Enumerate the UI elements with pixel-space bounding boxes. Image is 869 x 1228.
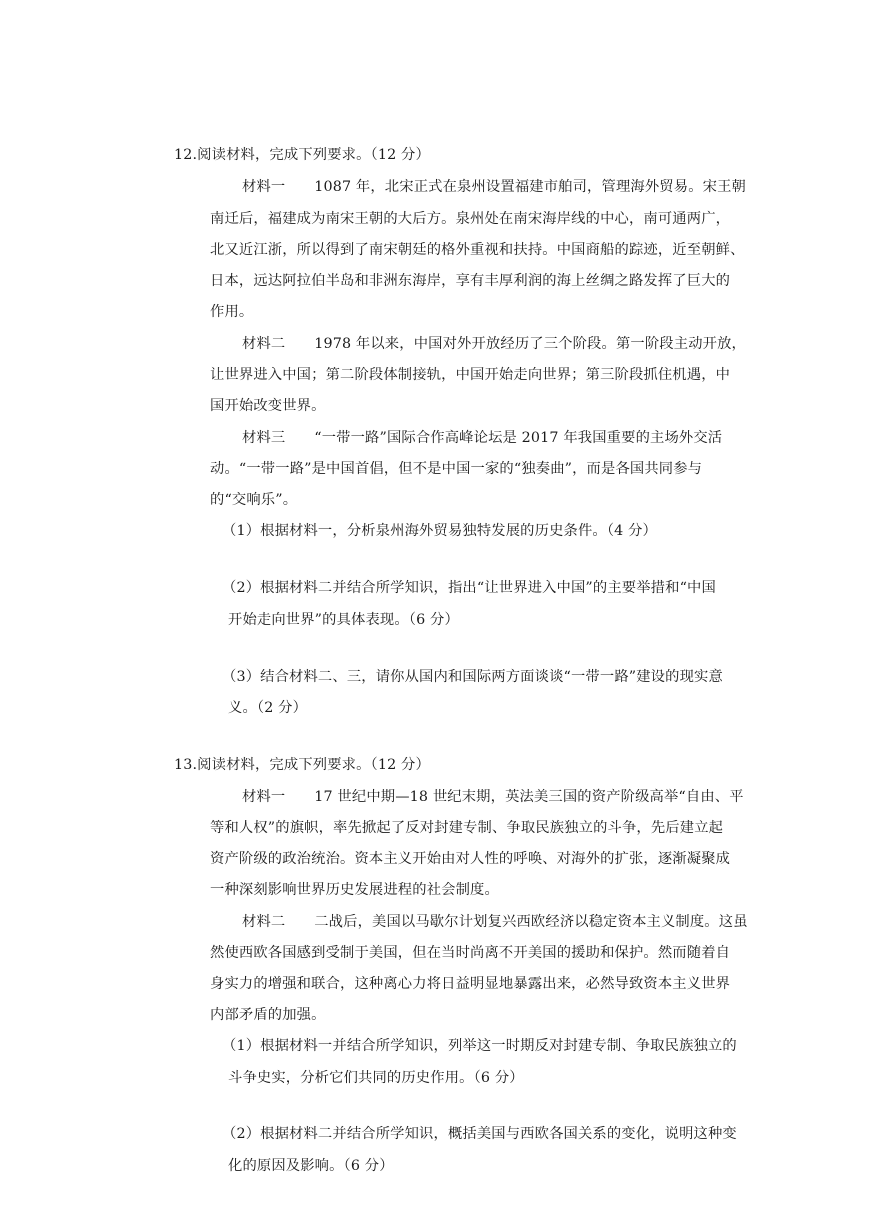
paragraph-line: 的“交响乐”。 bbox=[210, 492, 298, 508]
paragraph-line: 身实力的增强和联合，这种离心力将日益明显地暴露出来，必然导致资本主义世界 bbox=[210, 976, 731, 992]
paragraph-line: 国开始改变世界。 bbox=[210, 398, 326, 414]
paragraph-line: 让世界进入中国；第二阶段体制接轨，中国开始走向世界；第三阶段抓住机遇，中 bbox=[210, 367, 731, 383]
paragraph-line: 然使西欧各国感到受制于美国，但在当时尚离不开美国的援助和保护。然而随着自 bbox=[210, 945, 731, 961]
subquestion-line: （2）根据材料二并结合所学知识，指出“让世界进入中国”的主要举措和“中国 bbox=[222, 580, 716, 596]
paragraph-line: 北又近江浙，所以得到了南宋朝廷的格外重视和扶持。中国商船的踪迹，近至朝鲜、 bbox=[210, 242, 745, 258]
subquestion-line: 化的原因及影响。（6 分） bbox=[228, 1158, 394, 1174]
paragraph-line: 材料一 1087 年，北宋正式在泉州设置福建市舶司，管理海外贸易。宋王朝 bbox=[242, 179, 746, 195]
paragraph-line: 日本，远达阿拉伯半岛和非洲东海岸，享有丰厚利润的海上丝绸之路发挥了巨大的 bbox=[210, 273, 731, 289]
subquestion-line: 开始走向世界”的具体表现。（6 分） bbox=[228, 612, 459, 628]
paragraph-line: 资产阶级的政治统治。资本主义开始由对人性的呼唤、对海外的扩张，逐渐凝聚成 bbox=[210, 851, 731, 867]
paragraph-line: 一种深刻影响世界历史发展进程的社会制度。 bbox=[210, 882, 499, 898]
paragraph-line: 材料一 17 世纪中期—18 世纪末期，英法美三国的资产阶级高举“自由、平 bbox=[242, 789, 744, 805]
question-13-header: 13.阅读材料，完成下列要求。（12 分） bbox=[174, 757, 430, 773]
subquestion-line: （2）根据材料二并结合所学知识，概括美国与西欧各国关系的变化，说明这种变 bbox=[222, 1126, 737, 1142]
subquestion-line: （1）根据材料一，分析泉州海外贸易独特发展的历史条件。（4 分） bbox=[222, 523, 657, 539]
subquestion-line: 斗争史实，分析它们共同的历史作用。（6 分） bbox=[228, 1070, 524, 1086]
subquestion-line: （3）结合材料二、三，请你从国内和国际两方面谈谈“一带一路”建设的现实意 bbox=[222, 669, 723, 685]
paragraph-line: 材料二 1978 年以来，中国对外开放经历了三个阶段。第一阶段主动开放， bbox=[242, 336, 746, 352]
paragraph-line: 材料二 二战后，美国以马歇尔计划复兴西欧经济以稳定资本主义制度。这虽 bbox=[242, 914, 748, 930]
subquestion-line: 义。（2 分） bbox=[228, 700, 308, 716]
subquestion-line: （1）根据材料一并结合所学知识，列举这一时期反对封建专制、争取民族独立的 bbox=[222, 1038, 737, 1054]
paragraph-line: 南迁后，福建成为南宋王朝的大后方。泉州处在南宋海岸线的中心，南可通两广， bbox=[210, 211, 731, 227]
paragraph-line: 动。“一带一路”是中国首倡，但不是中国一家的“独奏曲”，而是各国共同参与 bbox=[210, 461, 703, 477]
paragraph-line: 作用。 bbox=[210, 304, 254, 320]
paragraph-line: 等和人权”的旗帜，率先掀起了反对封建专制、争取民族独立的斗争，先后建立起 bbox=[210, 820, 724, 836]
question-12-header: 12.阅读材料，完成下列要求。（12 分） bbox=[174, 147, 430, 163]
paragraph-line: 材料三 “一带一路”国际合作高峰论坛是 2017 年我国重要的主场外交活 bbox=[242, 430, 723, 446]
paragraph-line: 内部矛盾的加强。 bbox=[210, 1007, 326, 1023]
